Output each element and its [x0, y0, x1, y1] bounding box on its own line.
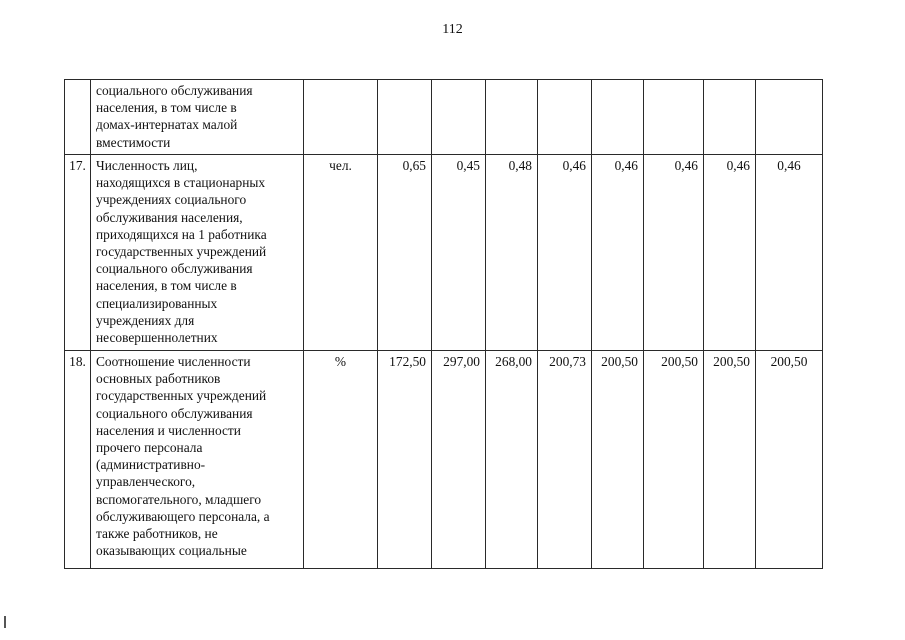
value-cell: 200,73 — [538, 351, 592, 569]
value-cell: 0,46 — [756, 155, 823, 351]
indicator-name-line: несовершеннолетних — [96, 330, 218, 346]
value-cell: 0,46 — [592, 155, 644, 351]
indicator-name-cell — [91, 351, 304, 569]
value-cell — [378, 80, 432, 155]
value-cell: 0,48 — [486, 155, 538, 351]
indicator-name-line: социального обслуживания — [96, 83, 253, 98]
indicator-name-line: населения, в том числе в — [96, 278, 237, 294]
value-cell — [538, 80, 592, 155]
row-number-cell: 18. — [65, 351, 91, 569]
value-cell: 200,50 — [592, 351, 644, 569]
value-cell: 172,50 — [378, 351, 432, 569]
indicator-name-line: государственных учреждений — [96, 244, 267, 260]
row-number-cell — [65, 80, 91, 155]
indicator-name-line: социального обслуживания — [96, 261, 253, 277]
indicator-name-cell — [91, 80, 304, 155]
value-cell — [432, 80, 486, 155]
table-row — [65, 155, 823, 351]
indicator-name-line: (административно- — [96, 457, 206, 473]
value-cell: 200,50 — [644, 351, 704, 569]
indicator-name-line: основных работников — [96, 371, 221, 387]
value-cell — [486, 80, 538, 155]
unit-cell: % — [304, 351, 378, 569]
indicator-name-line: Численность лиц, — [96, 158, 198, 173]
indicator-name-line: обслуживания населения, — [96, 209, 243, 225]
indicator-name-line: прочего персонала — [96, 440, 203, 456]
value-cell: 297,00 — [432, 351, 486, 569]
indicator-name-line: населения, в том числе в — [96, 100, 237, 116]
indicator-name-line: учреждениях социального — [96, 192, 247, 208]
scan-artifact — [4, 616, 6, 628]
table-row — [65, 80, 823, 155]
indicator-name-line: учреждениях для — [96, 312, 195, 328]
indicator-name-line: домах-интернатах малой — [96, 117, 238, 133]
indicator-name-line: вместимости — [96, 134, 171, 150]
value-cell: 0,46 — [538, 155, 592, 351]
indicator-name-line: также работников, не — [96, 526, 218, 542]
indicator-name-line: находящихся в стационарных — [96, 175, 266, 191]
value-cell: 0,46 — [704, 155, 756, 351]
indicator-name-cell — [91, 155, 304, 351]
indicator-name-line: государственных учреждений — [96, 388, 267, 404]
indicator-name-line: приходящихся на 1 работника — [96, 226, 267, 242]
value-cell — [644, 80, 704, 155]
unit-cell — [304, 80, 378, 155]
indicator-name-line: вспомогательного, младшего — [96, 491, 262, 507]
value-cell: 0,45 — [432, 155, 486, 351]
indicator-name-line: социального обслуживания — [96, 405, 253, 421]
page-number: 112 — [442, 22, 463, 37]
value-cell — [704, 80, 756, 155]
indicator-table — [64, 79, 823, 569]
unit-cell: чел. — [304, 155, 378, 351]
indicator-name-line: населения и численности — [96, 422, 241, 438]
value-cell: 200,50 — [756, 351, 823, 569]
value-cell — [756, 80, 823, 155]
indicator-name-line: специализированных — [96, 295, 218, 311]
value-cell: 200,50 — [704, 351, 756, 569]
indicator-name-line: обслуживающего персонала, а — [96, 508, 270, 524]
value-cell — [592, 80, 644, 155]
indicator-name-line: управленческого, — [96, 474, 196, 490]
value-cell: 268,00 — [486, 351, 538, 569]
indicator-name-line: Соотношение численности — [96, 354, 251, 369]
value-cell: 0,46 — [644, 155, 704, 351]
indicator-name-line: оказывающих социальные — [96, 543, 247, 559]
table-row — [65, 351, 823, 569]
value-cell: 0,65 — [378, 155, 432, 351]
row-number-cell: 17. — [65, 155, 91, 351]
